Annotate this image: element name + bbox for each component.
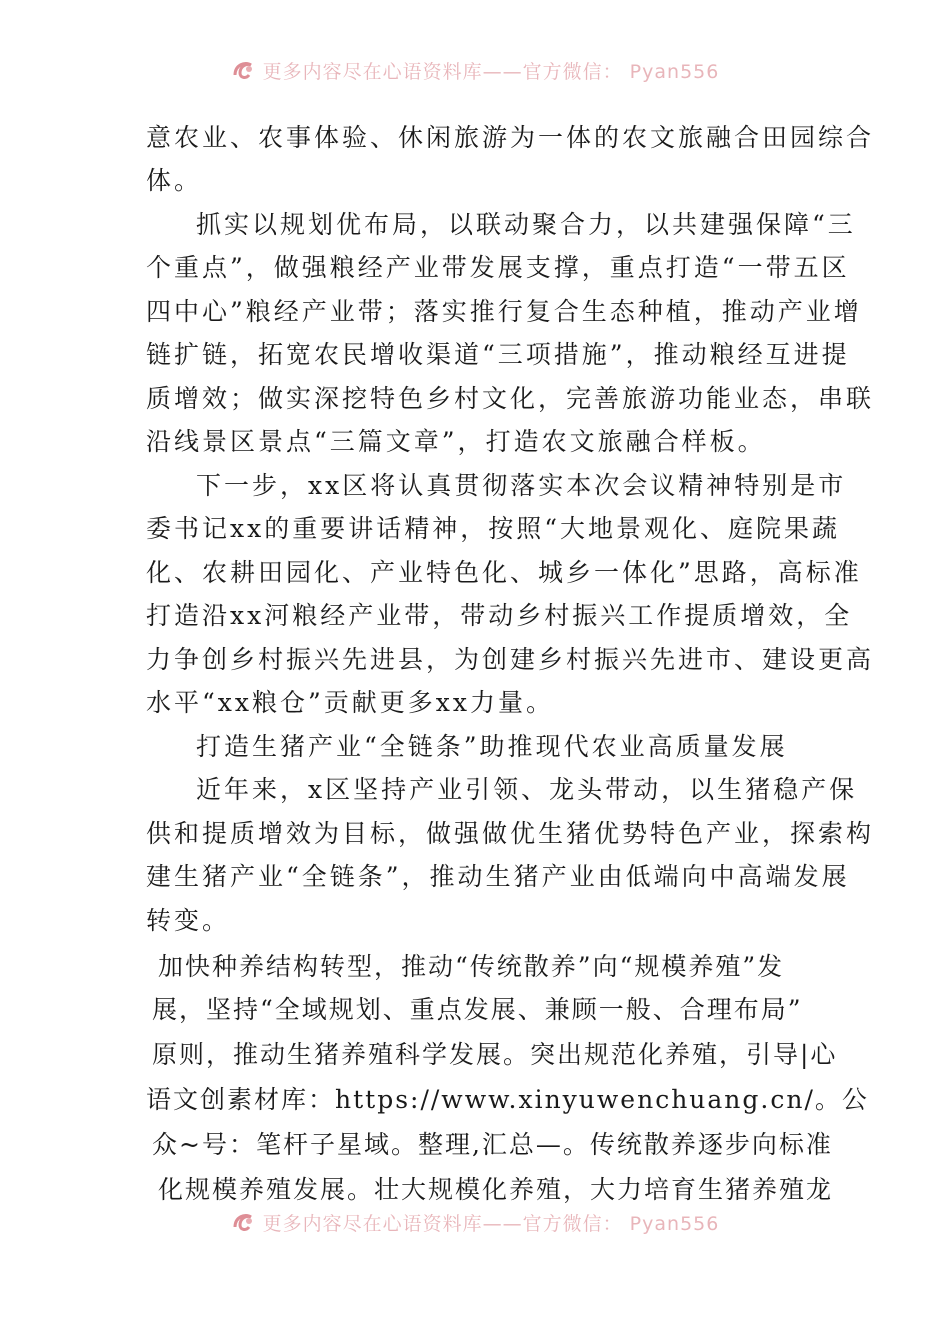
text-line: 沿线景区景点“三篇文章”，打造农文旅融合样板。	[146, 427, 766, 456]
watermark-footer	[0, 1202, 950, 1242]
text-line: 众~号：笔杆子星域。整理,汇总—。传统散养逐步向标准	[152, 1130, 833, 1159]
text-line: 打造沿xx河粮经产业带，带动乡村振兴工作提质增效，全	[146, 601, 853, 630]
text-line: 下一步，xx区将认真贯彻落实本次会议精神特别是市	[196, 471, 847, 500]
text-line: 力争创乡村振兴先进县，为创建乡村振兴先进市、建设更高	[146, 645, 875, 674]
text-line: 加快种养结构转型，推动“传统散养”向“规模养殖”发	[158, 952, 785, 981]
text-line: 质增效；做实深挖特色乡村文化，完善旅游功能业态，串联	[146, 384, 875, 413]
text-line: 体。	[146, 166, 203, 195]
text-line: 展，坚持“全域规划、重点发展、兼顾一般、合理布局”	[152, 995, 803, 1024]
text-line: 化、农耕田园化、产业特色化、城乡一体化”思路，高标准	[146, 558, 862, 587]
text-line: 委书记xx的重要讲话精神，按照“大地景观化、庭院果蔬	[146, 514, 840, 543]
text-line: 原则，推动生猪养殖科学发展。突出规范化养殖，引导|心	[152, 1040, 838, 1069]
section-heading: 打造生猪产业“全链条”助推现代农业高质量发展	[196, 732, 788, 761]
text-line: 转变。	[146, 906, 231, 935]
text-line: 化规模养殖发展。壮大规模化养殖，大力培育生猪养殖龙	[158, 1175, 834, 1204]
text-line: 供和提质增效为目标，做强做优生猪优势特色产业，探索构	[146, 819, 875, 848]
text-line: 语文创素材库：https://www.xinyuwenchuang.cn/。公	[146, 1085, 869, 1114]
logo-icon	[231, 1209, 257, 1235]
text-line: 水平“xx粮仓”贡献更多xx力量。	[146, 688, 554, 717]
logo-icon	[231, 57, 257, 83]
text-line: 近年来，x区坚持产业引领、龙头带动，以生猪稳产保	[196, 775, 858, 804]
watermark-header	[0, 50, 950, 90]
text-line: 四中心”粮经产业带；落实推行复合生态种植，推动产业增	[146, 297, 862, 326]
watermark-text: 更多内容尽在心语资料库——官方微信： Pyan556	[262, 60, 720, 83]
watermark-text: 更多内容尽在心语资料库——官方微信： Pyan556	[262, 1212, 720, 1235]
text-line: 建生猪产业“全链条”，推动生猪产业由低端向中高端发展	[146, 862, 850, 891]
text-line: 链扩链，拓宽农民增收渠道“三项措施”，推动粮经互进提	[146, 340, 850, 369]
text-line: 个重点”，做强粮经产业带发展支撑，重点打造“一带五区	[146, 253, 850, 282]
text-line: 意农业、农事体验、休闲旅游为一体的农文旅融合田园综合	[146, 123, 875, 152]
text-line: 抓实以规划优布局，以联动聚合力，以共建强保障“三	[196, 210, 856, 239]
